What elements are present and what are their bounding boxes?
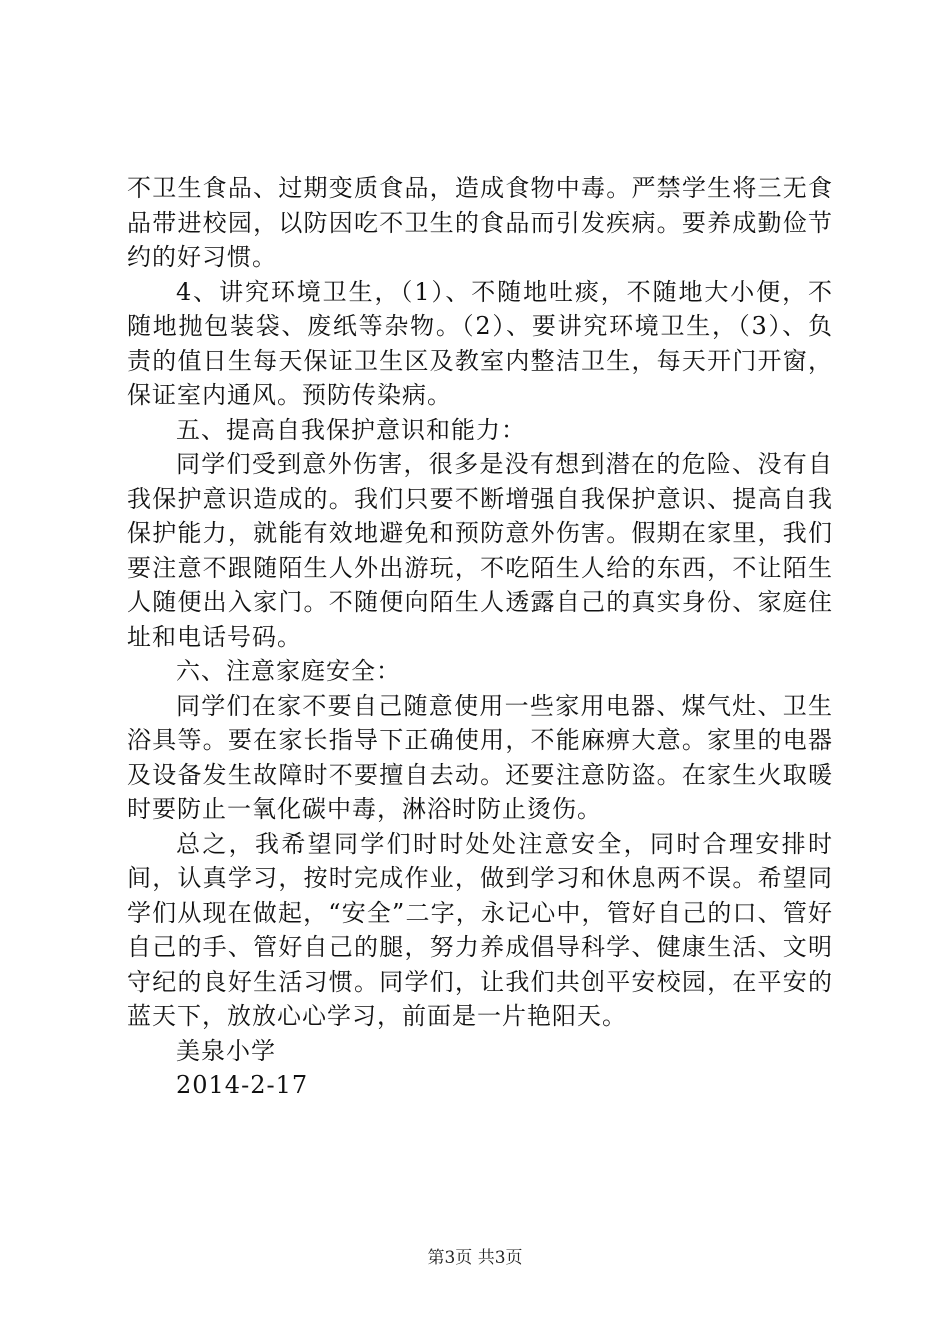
paragraph-self-protection: 同学们受到意外伤害，很多是没有想到潜在的危险、没有自我保护意识造成的。我们只要不断增强自我保护意识、提高自我保护能力，就能有效地避免和预防意外伤害。假期在家里，我们要注意不跟随陌生人外出游玩，不吃陌生人给的东西，不让陌生人随便出入家门。不随便向陌生人透露自己的真实身份、家庭住址和电话号码。	[127, 450, 833, 651]
paragraph-food-safety-continued: 不卫生食品、过期变质食品，造成食物中毒。严禁学生将三无食品带进校园，以防因吃不卫生的食品而引发疾病。要养成勤俭节约的好习惯。	[127, 174, 833, 271]
section-heading-self-protection: 五、提高自我保护意识和能力：	[176, 415, 526, 444]
signature-school: 美泉小学	[176, 1036, 276, 1065]
paragraph-home-safety: 同学们在家不要自己随意使用一些家用电器、煤气灶、卫生浴具等。要在家长指导下正确使用，不能麻痹大意。家里的电器及设备发生故障时不要擅自去动。还要注意防盗。在家生火取暖时要防止一氧化碳中毒，淋浴时防止烫伤。	[127, 691, 833, 823]
document-body	[127, 171, 833, 1103]
paragraph-conclusion: 总之，我希望同学们时时处处注意安全，同时合理安排时间，认真学习，按时完成作业，做到学习和休息两不误。希望同学们从现在做起，“安全”二字，永记心中，管好自己的口、管好自己的手、管好自己的腿，努力养成倡导科学、健康生活、文明守纪的良好生活习惯。同学们，让我们共创平安校园，在平安的蓝天下，放放心心学习，前面是一片艳阳天。	[127, 829, 833, 1030]
section-heading-home-safety: 六、注意家庭安全：	[176, 657, 401, 685]
page-footer: 第3页 共3页	[427, 1248, 523, 1268]
paragraph-environment-hygiene: 4、讲究环境卫生，（1）、不随地吐痰，不随地大小便，不随地抛包装袋、废纸等杂物。（2）、要讲究环境卫生，（3）、负责的值日生每天保证卫生区及教室内整洁卫生，每天开门开窗，保证室内通风。预防传染病。	[127, 277, 833, 409]
signature-date: 2014-2-17	[176, 1071, 309, 1099]
